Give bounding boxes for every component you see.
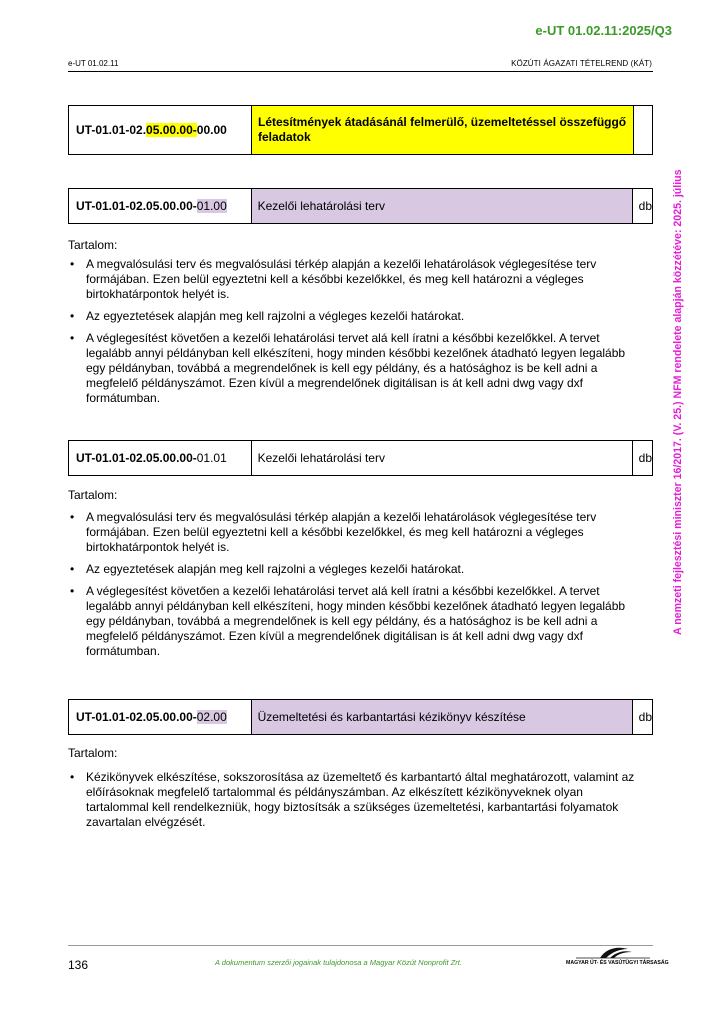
header-divider [68,71,653,72]
content-label: Tartalom: [68,238,118,252]
section-unit-cell [634,106,652,154]
item-code [69,700,252,734]
content-list [68,770,643,837]
item-code-prefix: UT-01.01-02.05.00.00- [76,710,197,724]
section-code-prefix: UT-01.01-02. [76,123,147,137]
list-item: • Kézikönyvek elkészítése, sokszorosítása az üzemeltető és karbantartó által meghatározott, valamint az előírásoknak megfelelő tartalommal és példányszámban. Az elkészített kézikönyveknek olyan tartalommal kell rendelkezniük, hogy biztosítsák a szükséges üzemeltetési, karbantartási folyamatok zavartalan elvégzését. [68,770,643,830]
list-item: • Az egyeztetések alapján meg kell rajzolni a végleges kezelői határokat. [68,562,643,577]
item-code-prefix: UT-01.01-02.05.00.00- [76,451,197,465]
section-title-text: Létesítmények átadásánál felmerülő, üzemeltetéssel összefüggő feladatok [258,115,627,144]
item-unit: db [638,710,652,724]
content-label: Tartalom: [68,488,118,502]
section-code [69,106,252,154]
item-code-prefix: UT-01.01-02.05.00.00- [76,199,197,213]
item-row [68,188,653,224]
item-title: Üzemeltetési és karbantartási kézikönyv készítése [252,700,633,734]
list-item: • Az egyeztetések alapján meg kell rajzolni a végleges kezelői határokat. [68,309,643,324]
item-title: Kezelői lehatárolási terv [252,189,633,223]
side-note: A nemzeti fejlesztési miniszter 16/2017. (V. 25.) NFM rendelete alapján közzétéve: 2025. július [672,169,684,635]
section-code-suffix: 00.00 [196,123,227,137]
content-list [68,257,643,413]
header-right: KÖZÚTI ÁGAZATI TÉTELREND (KÁT) [511,59,652,68]
copyright-notice: A dokumentum szerzői jogainak tulajdonosa a Magyar Közút Nonprofit Zrt. [215,958,462,967]
item-code [69,189,252,223]
item-row [68,699,653,735]
doc-code: e-UT 01.02.11:2025/Q3 [535,23,672,38]
list-item: • A véglegesítést követően a kezelői lehatárolási tervet alá kell íratni a későbbi kezelőkkel. A tervet legalább annyi példányban kell elkészíteni, hogy minden későbbi kezelőnek átadható legyen legalább egy példányban, továbbá a megrendelőnek is kell egy példány, és a hatósághoz is be kell adni a megfelelő példányszámot. Ezen kívül a megrendelőnek digitálisan is át kell adni dwg vagy dxf formátumban. [68,331,643,406]
section-row [68,105,653,155]
item-title: Kezelői lehatárolási terv [252,441,633,475]
item-code-highlight: 02.00 [196,710,227,724]
page-number: 136 [68,958,89,972]
item-code-plain: 01.01 [196,451,227,465]
header-left: e-UT 01.02.11 [68,59,119,68]
list-item: • A megvalósulási terv és megvalósulási térkép alapján a kezelői lehatárolások véglegesítése terv formájában. Ezen belül egyeztetni kell a későbbi kezelőkkel, és meg kell határozni a végleges birtokhatárpontok helyét is. [68,257,643,302]
item-code-highlight: 01.00 [196,199,227,213]
item-unit: db [638,451,652,465]
list-item: • A megvalósulási terv és megvalósulási térkép alapján a kezelői lehatárolások véglegesítése terv formájában. Ezen belül egyeztetni kell a későbbi kezelőkkel, és meg kell határozni a végleges birtokhatárpontok helyét is. [68,510,643,555]
section-title [252,106,634,154]
company-logo [566,946,669,968]
item-row [68,440,653,476]
item-code [69,441,252,475]
logo-text: MAGYAR ÚT- ÉS VASÚTÜGYI TÁRSASÁG [566,960,669,966]
content-label: Tartalom: [68,746,118,760]
section-code-highlight: 05.00.00- [146,123,197,137]
content-list [68,510,643,666]
item-unit: db [638,199,652,213]
list-item: • A véglegesítést követően a kezelői lehatárolási tervet alá kell íratni a későbbi kezelőkkel. A tervet legalább annyi példányban kell elkészíteni, hogy minden későbbi kezelőnek átadható legyen legalább egy példányban, továbbá a megrendelőnek is kell egy példány, és a hatósághoz is be kell adni a megfelelő példányszámot. Ezen kívül a megrendelőnek digitálisan is át kell adni dwg vagy dxf formátumban. [68,584,643,659]
logo-mark-icon [566,946,654,960]
